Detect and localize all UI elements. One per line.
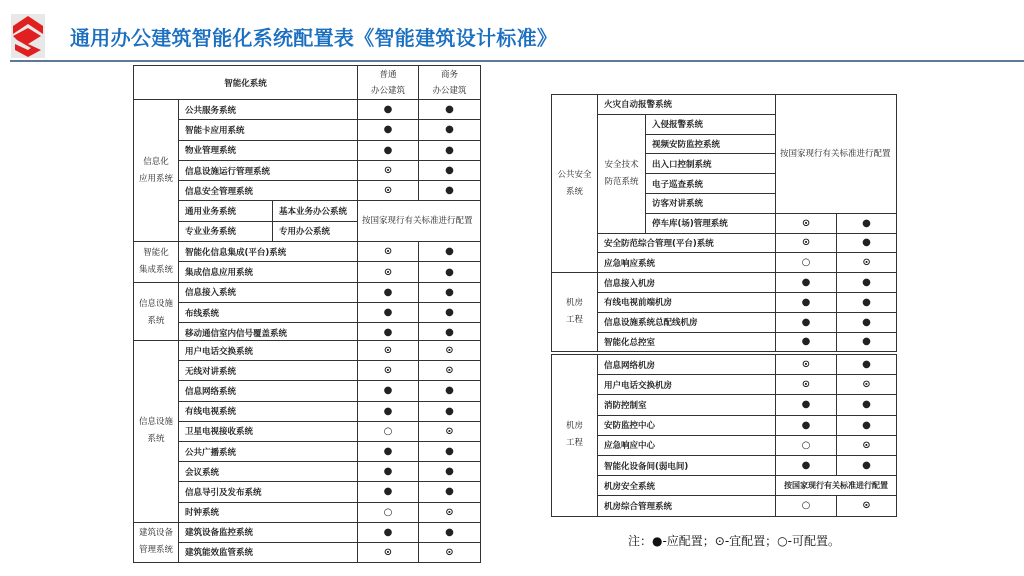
config-mark: ● xyxy=(837,233,897,253)
system-name: 公共广播系统 xyxy=(179,441,358,461)
system-name: 访客对讲系统 xyxy=(646,193,776,213)
table-row xyxy=(134,140,481,160)
system-name: 安防监控中心 xyxy=(598,415,776,435)
config-mark: ● xyxy=(358,462,419,482)
config-mark: ● xyxy=(358,381,419,401)
config-mark: ○ xyxy=(776,435,837,455)
config-mark: ● xyxy=(837,355,897,375)
config-mark: ● xyxy=(419,302,481,322)
table-row xyxy=(134,302,481,322)
config-mark: ● xyxy=(776,332,837,352)
table-row xyxy=(552,435,897,455)
system-name: 布线系统 xyxy=(179,302,358,322)
config-mark: ● xyxy=(358,140,419,160)
config-mark: ● xyxy=(358,282,419,302)
config-mark: ⊙ xyxy=(358,341,419,361)
config-mark: ⊙ xyxy=(419,542,481,562)
system-name: 公共服务系统 xyxy=(179,100,358,120)
subsystem-name: 基本业务办公系统 xyxy=(273,201,358,221)
config-mark: ⊙ xyxy=(358,361,419,381)
table-row xyxy=(552,233,897,253)
system-name: 机房综合管理系统 xyxy=(598,496,776,516)
system-name: 时钟系统 xyxy=(179,502,358,522)
table-row xyxy=(134,201,481,221)
system-name: 集成信息应用系统 xyxy=(179,262,358,282)
config-mark: ● xyxy=(419,282,481,302)
config-mark: ● xyxy=(419,160,481,180)
config-mark: ○ xyxy=(358,502,419,522)
system-name: 用户电话交换系统 xyxy=(179,341,358,361)
system-name: 信息设施运行管理系统 xyxy=(179,160,358,180)
system-name: 卫星电视接收系统 xyxy=(179,421,358,441)
company-logo xyxy=(11,14,45,58)
config-mark: ⊙ xyxy=(419,502,481,522)
table-row xyxy=(134,381,481,401)
config-mark: ● xyxy=(776,415,837,435)
table-row xyxy=(134,542,481,562)
page-title: 通用办公建筑智能化系统配置表《智能建筑设计标准》 xyxy=(70,26,558,50)
group-label: 建筑设备 管理系统 xyxy=(134,522,179,562)
table-row xyxy=(552,332,897,352)
config-mark: ● xyxy=(776,455,837,475)
config-mark: ⊙ xyxy=(419,341,481,361)
config-mark: ● xyxy=(776,273,837,293)
standard-note: 按国家现行有关标准进行配置 xyxy=(776,95,897,214)
system-name: 电子巡查系统 xyxy=(646,174,776,194)
table-row xyxy=(134,502,481,522)
system-name: 建筑设备监控系统 xyxy=(179,522,358,542)
table-row xyxy=(134,421,481,441)
config-mark: ● xyxy=(837,395,897,415)
config-mark: ● xyxy=(837,332,897,352)
config-mark: ● xyxy=(837,455,897,475)
table-row xyxy=(134,242,481,262)
system-name: 无线对讲系统 xyxy=(179,361,358,381)
group-label: 机房 工程 xyxy=(552,273,598,352)
config-mark: ● xyxy=(776,312,837,332)
config-table-left-bottom xyxy=(133,340,481,563)
system-name: 信息网络机房 xyxy=(598,355,776,375)
header-standard-office: 普通 办公建筑 xyxy=(358,66,419,100)
system-name: 信息安全管理系统 xyxy=(179,181,358,201)
config-mark: ● xyxy=(419,381,481,401)
system-name: 消防控制室 xyxy=(598,395,776,415)
system-name: 停车库(场)管理系统 xyxy=(646,213,776,233)
system-name: 应急响应中心 xyxy=(598,435,776,455)
config-mark: ● xyxy=(358,401,419,421)
config-mark: ● xyxy=(419,262,481,282)
system-name: 机房安全系统 xyxy=(598,476,776,496)
table-row xyxy=(134,100,481,120)
config-mark: ⊙ xyxy=(776,355,837,375)
system-name: 信息接入机房 xyxy=(598,273,776,293)
config-mark: ⊙ xyxy=(776,375,837,395)
system-name: 安全防范综合管理(平台)系统 xyxy=(598,233,776,253)
config-mark: ⊙ xyxy=(837,435,897,455)
system-name: 火灾自动报警系统 xyxy=(598,95,776,115)
config-mark: ● xyxy=(419,323,481,343)
system-name: 有线电视前端机房 xyxy=(598,292,776,312)
system-name: 通用业务系统 xyxy=(179,201,273,221)
system-name: 专业业务系统 xyxy=(179,221,273,241)
config-mark: ● xyxy=(358,302,419,322)
table-row xyxy=(552,355,897,375)
config-mark: ⊙ xyxy=(358,242,419,262)
system-name: 建筑能效监管系统 xyxy=(179,542,358,562)
config-mark: ○ xyxy=(776,496,837,516)
system-name: 视频安防监控系统 xyxy=(646,134,776,154)
group-label: 信息设施 系统 xyxy=(134,282,179,343)
table-row xyxy=(134,462,481,482)
system-name: 出入口控制系统 xyxy=(646,154,776,174)
system-name: 移动通信室内信号覆盖系统 xyxy=(179,323,358,343)
table-row xyxy=(552,415,897,435)
table-row xyxy=(552,496,897,516)
config-mark: ● xyxy=(419,181,481,201)
config-mark: ⊙ xyxy=(358,181,419,201)
group-label: 信息化 应用系统 xyxy=(134,100,179,242)
header-system: 智能化系统 xyxy=(134,66,358,100)
table-row xyxy=(134,441,481,461)
system-name: 智能化总控室 xyxy=(598,332,776,352)
system-name: 用户电话交换机房 xyxy=(598,375,776,395)
config-mark: ● xyxy=(837,415,897,435)
config-mark: ⊙ xyxy=(776,233,837,253)
table-row xyxy=(134,181,481,201)
title-divider xyxy=(10,60,1024,62)
subgroup-label: 安全技术 防范系统 xyxy=(598,114,646,233)
config-mark: ● xyxy=(358,441,419,461)
config-mark: ● xyxy=(358,100,419,120)
table-row xyxy=(134,120,481,140)
table-row xyxy=(552,375,897,395)
config-mark: ● xyxy=(358,120,419,140)
config-mark: ● xyxy=(776,292,837,312)
config-mark: ○ xyxy=(776,253,837,273)
group-label: 智能化 集成系统 xyxy=(134,242,179,283)
config-mark: ● xyxy=(419,482,481,502)
config-mark: ● xyxy=(837,273,897,293)
system-name: 信息网络系统 xyxy=(179,381,358,401)
system-name: 有线电视系统 xyxy=(179,401,358,421)
config-mark: ● xyxy=(776,395,837,415)
standard-note: 按国家现行有关标准进行配置 xyxy=(776,476,897,496)
table-row xyxy=(134,282,481,302)
group-label: 信息设施 系统 xyxy=(134,341,179,523)
config-mark: ● xyxy=(358,323,419,343)
config-mark: ⊙ xyxy=(776,213,837,233)
config-mark: ● xyxy=(837,292,897,312)
system-name: 入侵报警系统 xyxy=(646,114,776,134)
table-row xyxy=(552,455,897,475)
config-mark: ● xyxy=(419,100,481,120)
config-mark: ● xyxy=(837,312,897,332)
config-mark: ⊙ xyxy=(358,542,419,562)
system-name: 信息导引及发布系统 xyxy=(179,482,358,502)
system-name: 会议系统 xyxy=(179,462,358,482)
config-mark: ● xyxy=(837,213,897,233)
config-mark: ● xyxy=(419,120,481,140)
config-mark: ○ xyxy=(358,421,419,441)
table-row xyxy=(552,95,897,115)
group-label: 公共安全 系统 xyxy=(552,95,598,273)
config-mark: ⊙ xyxy=(419,421,481,441)
config-mark: ● xyxy=(419,401,481,421)
config-mark: ● xyxy=(419,522,481,542)
system-name: 物业管理系统 xyxy=(179,140,358,160)
config-mark: ⊙ xyxy=(358,262,419,282)
standard-note: 按国家现行有关标准进行配置 xyxy=(358,201,481,242)
config-mark: ⊙ xyxy=(419,361,481,381)
config-mark: ● xyxy=(419,462,481,482)
config-mark: ● xyxy=(358,482,419,502)
config-mark: ⊙ xyxy=(358,160,419,180)
config-mark: ⊙ xyxy=(837,496,897,516)
config-mark: ⊙ xyxy=(837,375,897,395)
system-name: 智能化设备间(弱电间) xyxy=(598,455,776,475)
system-name: 智能化信息集成(平台)系统 xyxy=(179,242,358,262)
table-row xyxy=(134,341,481,361)
legend-note: 注：●-应配置；⊙-宜配置；○-可配置。 xyxy=(628,534,840,548)
group-label: 机房 工程 xyxy=(552,355,598,517)
table-row xyxy=(134,361,481,381)
table-row xyxy=(552,253,897,273)
table-row xyxy=(552,476,897,496)
table-row xyxy=(552,395,897,415)
config-mark: ● xyxy=(419,140,481,160)
config-mark: ● xyxy=(419,441,481,461)
system-name: 应急响应系统 xyxy=(598,253,776,273)
config-mark: ⊙ xyxy=(837,253,897,273)
table-row xyxy=(552,292,897,312)
config-mark: ● xyxy=(358,522,419,542)
config-table-right-top xyxy=(551,94,897,352)
system-name: 信息接入系统 xyxy=(179,282,358,302)
table-row xyxy=(552,273,897,293)
config-mark: ● xyxy=(419,242,481,262)
config-table-right-bottom xyxy=(551,354,897,517)
table-row xyxy=(134,401,481,421)
system-name: 智能卡应用系统 xyxy=(179,120,358,140)
header-business-office: 商务 办公建筑 xyxy=(419,66,481,100)
table-row xyxy=(134,482,481,502)
config-table-left-top xyxy=(133,65,481,344)
table-row xyxy=(134,160,481,180)
table-row xyxy=(552,312,897,332)
subsystem-name: 专用办公系统 xyxy=(273,221,358,241)
system-name: 信息设施系统总配线机房 xyxy=(598,312,776,332)
table-row xyxy=(134,262,481,282)
table-row xyxy=(134,522,481,542)
